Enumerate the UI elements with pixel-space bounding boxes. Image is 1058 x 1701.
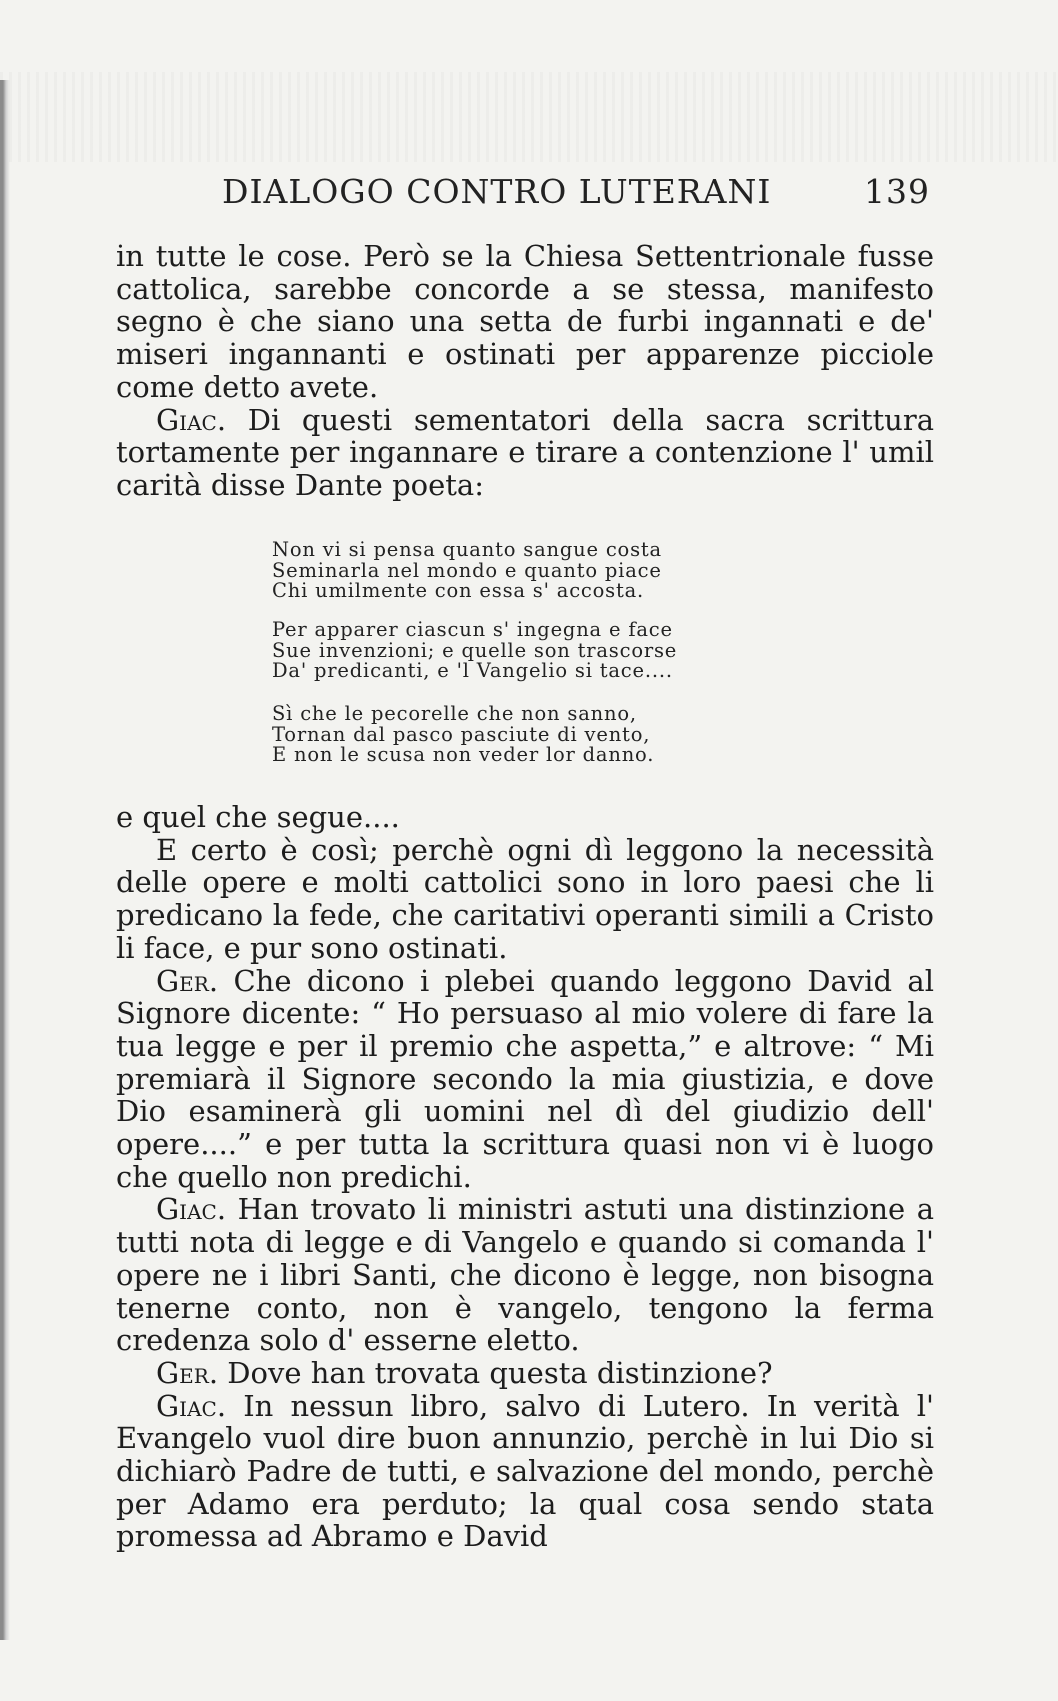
verse-line: E non le scusa non veder lor danno. xyxy=(272,743,655,766)
running-header xyxy=(222,172,932,218)
speaker-label: Giac. xyxy=(156,1192,227,1227)
text-block-1 xyxy=(116,240,934,502)
page-edge xyxy=(0,80,10,1640)
paragraph xyxy=(116,1390,934,1554)
poem-stanza-2 xyxy=(272,620,792,682)
verse-line: Per apparer ciascun s' ingegna e face xyxy=(272,618,673,641)
verse-line: Sue invenzioni; e quelle son trascorse xyxy=(272,638,678,662)
paragraph-text: In nessun libro, salvo di Lutero. In verità l' Evangelo vuol dire buon annunzio, perchè in lui Dio si dichiarò Padre de tutti, e salvazione del mondo, perchè per Adamo era perduto; la qual cosa sendo stata promessa ad Abramo e David xyxy=(116,1388,934,1554)
verse-line: Sì che le pecorelle che non sanno, xyxy=(272,702,637,725)
poem-stanza-1 xyxy=(272,540,792,602)
paragraph xyxy=(116,1193,934,1357)
scan-noise xyxy=(0,72,1058,162)
header-title: DIALOGO CONTRO LUTERANI xyxy=(222,172,772,211)
paragraph xyxy=(116,404,934,502)
verse-line: Non vi si pensa quanto sangue costa xyxy=(272,538,662,561)
paragraph-text: Han trovato li ministri astuti una distinzione a tutti nota di legge e di Vangelo e quando si comanda l' opere ne i libri Santi, che dicono è legge, non bisogna tenerne conto, non è vangelo, tengono la ferma credenza solo d' esserne eletto. xyxy=(116,1192,935,1358)
page-number: 139 xyxy=(864,172,930,211)
speaker-label: Ger. xyxy=(156,963,219,998)
speaker-label: Ger. xyxy=(156,1355,219,1390)
speaker-label: Giac. xyxy=(156,1388,227,1423)
poem-stanza-3 xyxy=(272,704,792,766)
paragraph xyxy=(116,1357,934,1390)
verse-line: Chi umilmente con essa s' accosta. xyxy=(272,579,645,602)
text-block-2 xyxy=(116,801,934,1553)
verse-line: Tornan dal pasco pasciute di vento, xyxy=(272,722,651,746)
speaker-label: Giac. xyxy=(156,402,227,437)
paragraph: E certo è così; perchè ogni dì leggono la necessità delle opere e molti cattolici sono in loro paesi che li predicano la fede, che caritativi operanti simili a Cristo li face, e pur sono ostinati. xyxy=(116,832,934,965)
paragraph-text: Che dicono i plebei quando leggono David al Signore dicente: “ Ho persuaso al mio volere di fare la tua legge e per il premio che aspetta,” e altrove: “ Mi premiarà il Signore secondo la mia giustizia, e dove Dio esaminerà gli uomini nel dì del giudizio dell' opere....” e per tutta la scrittura quasi non vi è luogo che quello non predichi. xyxy=(116,963,934,1194)
paragraph: e quel che segue.... xyxy=(116,800,400,834)
verse-line: Seminarla nel mondo e quanto piace xyxy=(272,558,662,582)
paragraph xyxy=(116,965,934,1194)
paragraph-text: Di questi sementatori della sacra scrittura tortamente per ingannare e tirare a contenzione l' umil carità disse Dante poeta: xyxy=(116,402,934,502)
verse-line: Da' predicanti, e 'l Vangelio si tace.... xyxy=(272,659,673,682)
paragraph-text: Dove han trovata questa distinzione? xyxy=(227,1355,773,1390)
paragraph: in tutte le cose. Però se la Chiesa Settentrionale fusse cattolica, sarebbe concorde a se stessa, manifesto segno è che siano una setta de furbi ingannati e de' miseri ingannanti e ostinati per apparenze picciole come detto avete. xyxy=(116,239,934,404)
